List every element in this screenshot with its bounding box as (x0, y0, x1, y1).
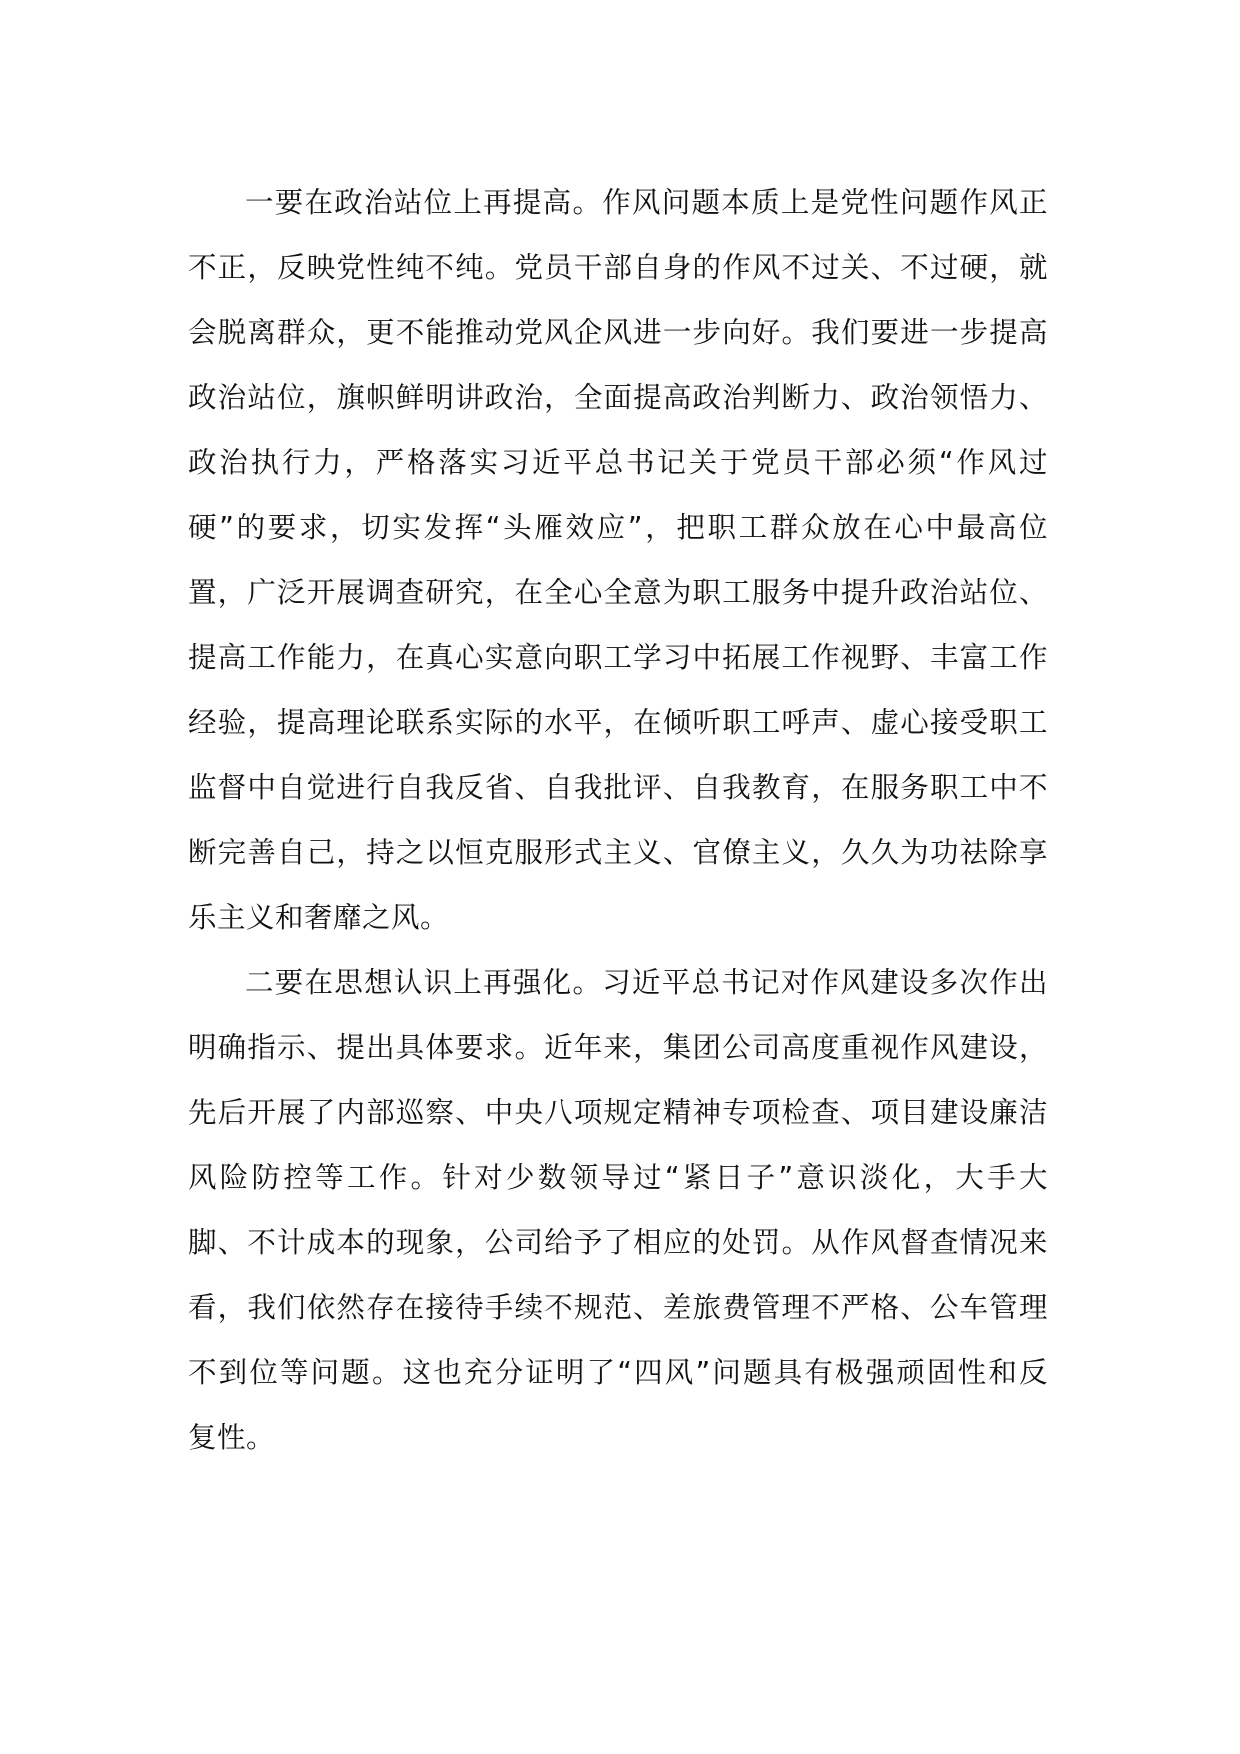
paragraph-1 (188, 170, 1048, 950)
text-line: 经验，提高理论联系实际的水平，在倾听职工呼声、虚心接受职工 (188, 706, 1048, 739)
text-line: 明确指示、提出具体要求。近年来，集团公司高度重视作风建设， (188, 1031, 1048, 1064)
text-line: 监督中自觉进行自我反省、自我批评、自我教育，在服务职工中不 (188, 771, 1048, 804)
text-line: 复性。 (188, 1421, 276, 1454)
text-line: 风险防控等工作。针对少数领导过“紧日子”意识淡化，大手大 (188, 1161, 1048, 1194)
text-line: 不正，反映党性纯不纯。党员干部自身的作风不过关、不过硬，就 (188, 251, 1048, 284)
text-line: 先后开展了内部巡察、中央八项规定精神专项检查、项目建设廉洁 (188, 1096, 1048, 1129)
text-line: 提高工作能力，在真心实意向职工学习中拓展工作视野、丰富工作 (188, 641, 1048, 674)
text-line: 会脱离群众，更不能推动党风企风进一步向好。我们要进一步提高 (188, 316, 1048, 349)
paragraph-2 (188, 950, 1048, 1470)
text-line: 断完善自己，持之以恒克服形式主义、官僚主义，久久为功祛除享 (188, 836, 1048, 869)
text-line: 政治站位，旗帜鲜明讲政治，全面提高政治判断力、政治领悟力、 (188, 381, 1048, 414)
text-line: 一要在政治站位上再提高。作风问题本质上是党性问题作风正 (245, 186, 1048, 219)
text-line: 不到位等问题。这也充分证明了“四风”问题具有极强顽固性和反 (188, 1356, 1048, 1389)
text-line: 置，广泛开展调查研究，在全心全意为职工服务中提升政治站位、 (188, 576, 1048, 609)
text-line: 二要在思想认识上再强化。习近平总书记对作风建设多次作出 (245, 966, 1048, 999)
text-line: 脚、不计成本的现象，公司给予了相应的处罚。从作风督查情况来 (188, 1226, 1048, 1259)
text-line: 硬”的要求，切实发挥“头雁效应”，把职工群众放在心中最高位 (188, 511, 1048, 544)
document-body (188, 170, 1048, 1470)
text-line: 看，我们依然存在接待手续不规范、差旅费管理不严格、公车管理 (188, 1291, 1048, 1324)
text-line: 乐主义和奢靡之风。 (188, 901, 450, 934)
text-line: 政治执行力，严格落实习近平总书记关于党员干部必须“作风过 (188, 446, 1048, 479)
